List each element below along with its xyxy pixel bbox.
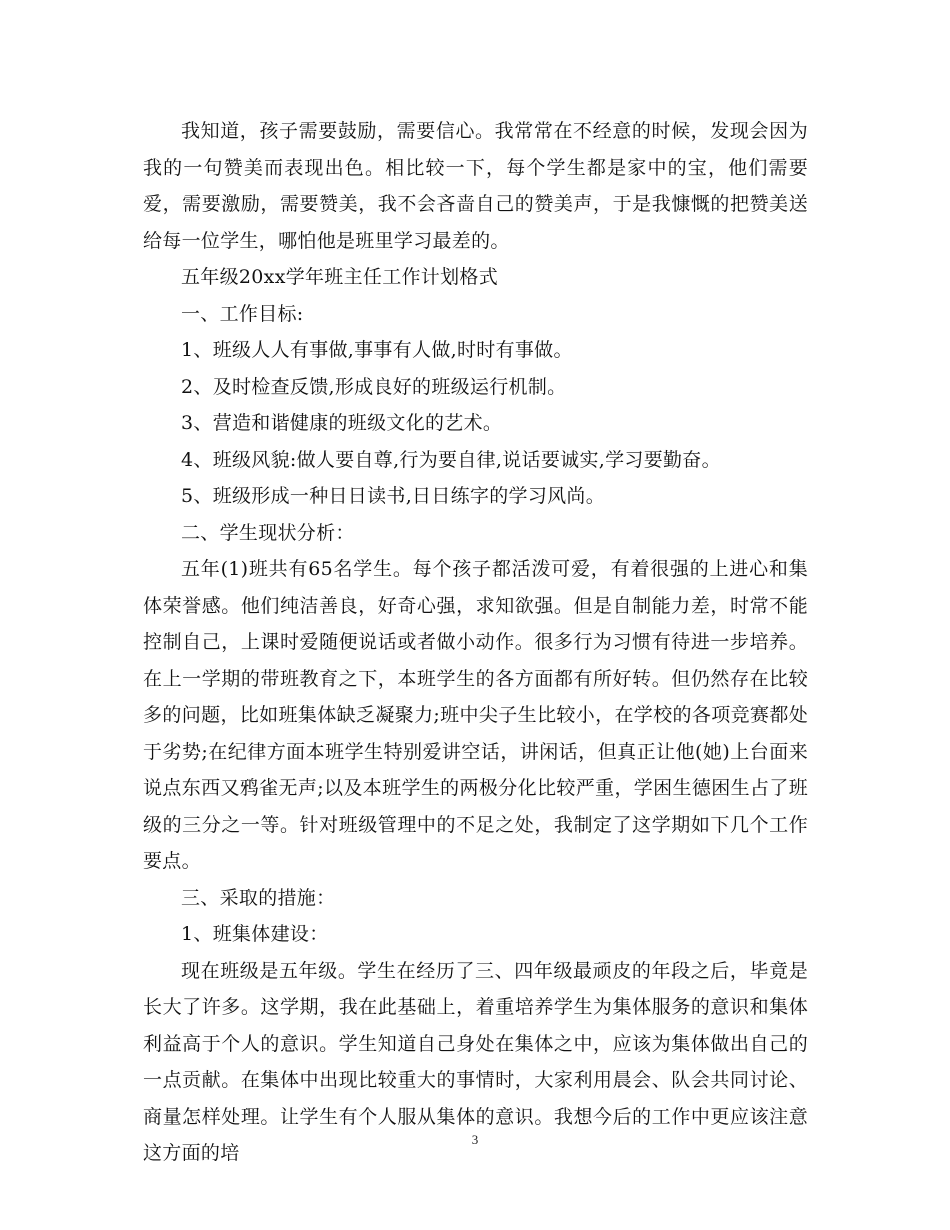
goal-item-4: 4、班级风貌:做人要自尊,行为要自律,说话要诚实,学习要勤奋。 xyxy=(181,448,721,471)
goal-item-3: 3、营造和谐健康的班级文化的艺术。 xyxy=(181,412,503,434)
goal-item-1: 1、班级人人有事做,事事有人做,时时有事做。 xyxy=(181,339,573,361)
subheading-class-building: 1、班集体建设： xyxy=(181,923,329,945)
heading-measures: 三、采取的措施： xyxy=(181,886,336,909)
heading-student-analysis: 二、学生现状分析： xyxy=(181,521,355,544)
heading-work-goals: 一、工作目标: xyxy=(181,302,304,325)
paragraph-praise: 我知道，孩子需要鼓励，需要信心。我常常在不经意的时候，发现会因为我的一句赞美而表现出色。相比较一下，每个学生都是家中的宝，他们需要爱，需要激励，需要赞美，我不会吝啬自己的赞美声，于是我慷慨的把赞美送给每一位学生，哪怕他是班里学习最差的。 xyxy=(143,120,808,252)
page-number: 3 xyxy=(471,1132,479,1147)
goal-item-2: 2、及时检查反馈,形成良好的班级运行机制。 xyxy=(181,375,567,398)
section-title: 五年级20xx学年班主任工作计划格式 xyxy=(181,266,499,288)
document-body xyxy=(143,113,808,1172)
paragraph-student-analysis: 五年(1)班共有65名学生。每个孩子都活泼可爱，有着很强的上进心和集体荣誉感。他们纯洁善良，好奇心强，求知欲强。但是自制能力差，时常不能控制自己，上课时爱随便说话或者做小动作。很多行为习惯有待进一步培养。在上一学期的带班教育之下，本班学生的各方面都有所好转。但仍然存在比较多的问题，比如班集体缺乏凝聚力;班中尖子生比较小，在学校的各项竞赛都处于劣势;在纪律方面本班学生特别爱讲空话，讲闲话，但真正让他(她)上台面来说点东西又鸦雀无声;以及本班学生的两极分化比较严重，学困生德困生占了班级的三分之一等。针对班级管理中的不足之处，我制定了这学期如下几个工作要点。 xyxy=(143,558,808,872)
goal-item-5: 5、班级形成一种日日读书,日日练字的学习风尚。 xyxy=(181,485,606,507)
paragraph-class-building: 现在班级是五年级。学生在经历了三、四年级最顽皮的年段之后，毕竟是长大了许多。这学期，我在此基础上，着重培养学生为集体服务的意识和集体利益高于个人的意识。学生知道自己身处在集体之中，应该为集体做出自己的一点贡献。在集体中出现比较重大的事情时，大家利用晨会、队会共同讨论、商量怎样处理。让学生有个人服从集体的意识。我想今后的工作中更应该注意这方面的培 xyxy=(143,959,808,1164)
